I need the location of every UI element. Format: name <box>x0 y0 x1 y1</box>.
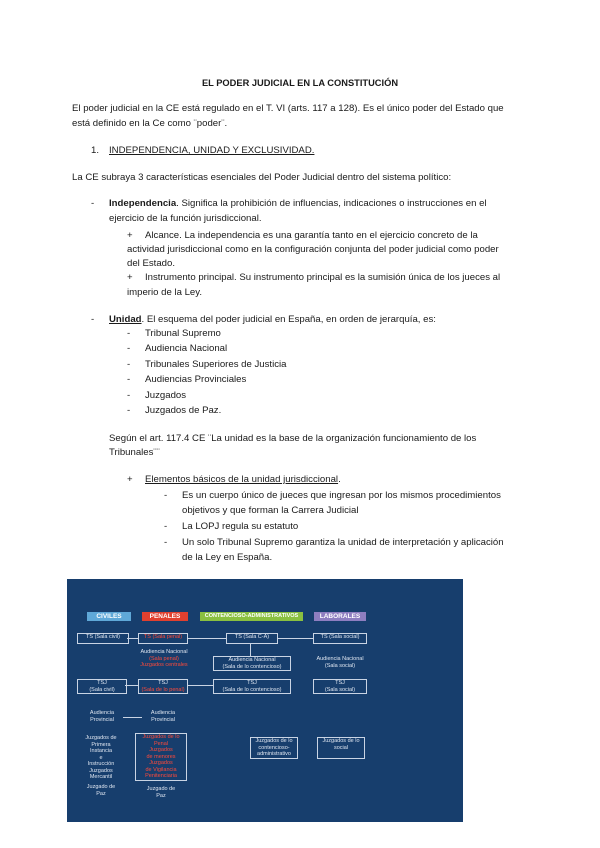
list-item: Tribunal Supremo <box>145 328 221 339</box>
plus-mark: + <box>127 230 133 241</box>
connector <box>125 685 138 686</box>
paz-penal <box>139 786 183 799</box>
paz-line: Paz <box>156 792 166 799</box>
dash: - <box>164 537 168 548</box>
juzgados-civiles <box>79 735 123 781</box>
juz-line: Juzgados <box>89 767 113 774</box>
juz-line: Juzgados de lo <box>322 738 360 744</box>
independencia-term: Independencia <box>109 198 177 209</box>
paz-civil <box>81 784 121 797</box>
bullet-dash: - <box>91 314 95 325</box>
independencia-line-1 <box>109 196 487 211</box>
tsj-line: (Sala social) <box>324 686 356 693</box>
tsj-line: TSJ <box>335 680 345 686</box>
alcance-line-3: del Estado. <box>127 258 176 269</box>
juzgados-ca <box>250 737 298 759</box>
elementos-heading: Elementos básicos de la unidad jurisdiccional <box>145 474 339 485</box>
tsj-social <box>313 679 367 694</box>
an-social <box>313 656 367 669</box>
list-item: Tribunales Superiores de Justicia <box>145 359 287 370</box>
juz-line: Juzgados <box>149 747 173 753</box>
juz-line: administrativo <box>257 751 291 757</box>
juz-line: de menores <box>146 753 176 760</box>
dash: - <box>127 343 131 354</box>
list-item: Juzgados de Paz. <box>145 405 222 416</box>
dash: - <box>164 521 168 532</box>
juz-line: Penitenciaria <box>145 773 177 779</box>
connector <box>187 638 226 639</box>
elemento-1-line-2: objetivos y que forman la Carrera Judicial <box>182 505 359 516</box>
ts-civil: TS (Sala civil) <box>77 633 129 644</box>
list-item: Audiencia Nacional <box>145 343 228 354</box>
juz-line: de Vigilancia <box>145 766 177 773</box>
juz-line: Juzgados de lo <box>255 738 293 744</box>
an-penal-line: Juzgados centrales <box>140 662 188 668</box>
juz-line: Juzgados <box>149 760 173 766</box>
dash: - <box>127 328 131 339</box>
independencia-line-2: ejercicio de la función jurisdiccional. <box>109 213 262 224</box>
list-item: Juzgados <box>145 390 187 401</box>
an-social-line: Audiencia Nacional <box>316 656 364 662</box>
instrumento-line-1: Instrumento principal. Su instrumento principal es la sumisión única de los jueces al <box>145 272 501 283</box>
tsj-line: TSJ <box>158 680 168 686</box>
alcance-line-1: Alcance. La independencia es una garantía tanto en el ejercicio concreto de la <box>145 230 478 241</box>
juzgados-penales <box>135 733 187 781</box>
tsj-line: (Sala de lo contencioso) <box>222 686 282 693</box>
connector <box>187 685 213 686</box>
quote-line-1: Según el art. 117.4 CE ¨La unidad es la base de la organización funcionamiento de los <box>109 433 477 444</box>
juz-line: Instancia <box>89 748 112 754</box>
tsj-civil <box>77 679 127 694</box>
juzgados-social <box>317 737 365 759</box>
dash: - <box>127 390 131 401</box>
ts-penal-label: TS (Sala penal) <box>143 634 183 640</box>
page-title: EL PODER JUDICIAL EN LA CONSTITUCIÓN <box>201 78 399 88</box>
elementos-dot: . <box>338 474 341 485</box>
an-ca <box>213 656 291 671</box>
elemento-3-line-2: de la Ley en España. <box>182 552 273 563</box>
tsj-ca <box>213 679 291 694</box>
intro-line-2: está definido en la Ce como ¨poder¨. <box>72 118 228 129</box>
paz-line: Juzgado de <box>146 786 176 792</box>
dash: - <box>127 374 131 385</box>
tsj-line: TSJ <box>247 680 257 686</box>
elemento-3-line-1: Un solo Tribunal Supremo garantiza la unidad de interpretación y aplicación <box>182 537 504 548</box>
ap-line: Provincial <box>151 716 175 723</box>
juz-line: social <box>333 744 349 751</box>
ap-penal <box>142 710 184 723</box>
instrumento-line-2: imperio de la Ley. <box>127 287 203 298</box>
quote-line-2: Tribunales¨¨ <box>109 447 160 458</box>
tsj-line: TSJ <box>97 680 107 686</box>
ts-social: TS (Sala social) <box>313 633 367 644</box>
dash: - <box>127 359 131 370</box>
intro-line-1: El poder judicial en la CE está regulado en el T. VI (arts. 117 a 128). Es el único poder del Estado que <box>72 103 504 114</box>
alcance-line-2: actividad jurisdiccional como en la configuración conjunta del poder judicial como poder <box>127 244 499 255</box>
juz-line: Juzgados de <box>85 735 117 741</box>
header-penales: PENALES <box>142 612 188 621</box>
plus-mark: + <box>127 474 133 485</box>
juz-line: Instrucción <box>87 761 115 767</box>
ap-line: Audiencia <box>89 710 115 716</box>
juz-line: Primera <box>91 741 111 748</box>
connector <box>277 638 313 639</box>
dash: - <box>164 490 168 501</box>
an-ca-line: Audiencia Nacional <box>228 657 276 663</box>
elemento-1-line-1: Es un cuerpo único de jueces que ingresan por los mismos procedimientos <box>182 490 501 501</box>
section-heading: INDEPENDENCIA, UNIDAD Y EXCLUSIVIDAD. <box>109 145 315 156</box>
list-item: Audiencias Provinciales <box>145 374 247 385</box>
independencia-text: . Significa la prohibición de influencias, indicaciones o instrucciones en el <box>176 198 487 209</box>
paz-line: Paz <box>96 790 106 797</box>
header-contencioso: CONTENCIOSO-ADMINISTRATIVOS <box>200 612 303 621</box>
elemento-2: La LOPJ regula su estatuto <box>182 521 299 532</box>
ap-line: Provincial <box>90 716 114 723</box>
an-ca-line: (Sala de lo contencioso) <box>222 663 282 670</box>
ts-penal <box>138 633 188 644</box>
tsj-line: (Sala civil) <box>89 686 115 693</box>
unidad-term: Unidad <box>109 314 142 325</box>
tsj-line: (Sala de lo penal) <box>141 686 185 693</box>
plus-mark: + <box>127 272 133 283</box>
ap-civil <box>81 710 123 723</box>
lead-paragraph: La CE subraya 3 características esenciales del Poder Judicial dentro del sistema político: <box>72 172 452 183</box>
header-laborales: LABORALES <box>314 612 366 621</box>
elementos-heading-line <box>145 472 341 487</box>
ts-ca: TS (Sala C-A) <box>226 633 278 644</box>
dash: - <box>127 405 131 416</box>
unidad-text: . El esquema del poder judicial en España, en orden de jerarquía, es: <box>141 314 436 325</box>
connector <box>123 717 142 718</box>
juz-line: e <box>99 754 103 761</box>
an-penal-line: Audiencia Nacional <box>140 649 188 655</box>
bullet-dash: - <box>91 198 95 209</box>
juz-line: contencioso- <box>258 744 290 751</box>
paz-line: Juzgado de <box>86 784 116 790</box>
ap-line: Audiencia <box>150 710 176 716</box>
an-social-line: (Sala social) <box>324 662 356 669</box>
an-penal <box>140 649 188 669</box>
juz-line: Juzgados de lo <box>142 734 180 740</box>
connector <box>250 643 251 656</box>
connector <box>127 638 138 639</box>
header-civiles: CIVILES <box>87 612 131 621</box>
an-penal-line: (Sala penal) <box>149 655 179 662</box>
tsj-penal <box>138 679 188 694</box>
court-hierarchy-diagram <box>67 579 463 822</box>
juz-line: Mercantil <box>89 774 113 780</box>
section-number: 1. <box>91 145 100 156</box>
juz-line: Penal <box>153 740 169 747</box>
unidad-line <box>109 312 436 327</box>
